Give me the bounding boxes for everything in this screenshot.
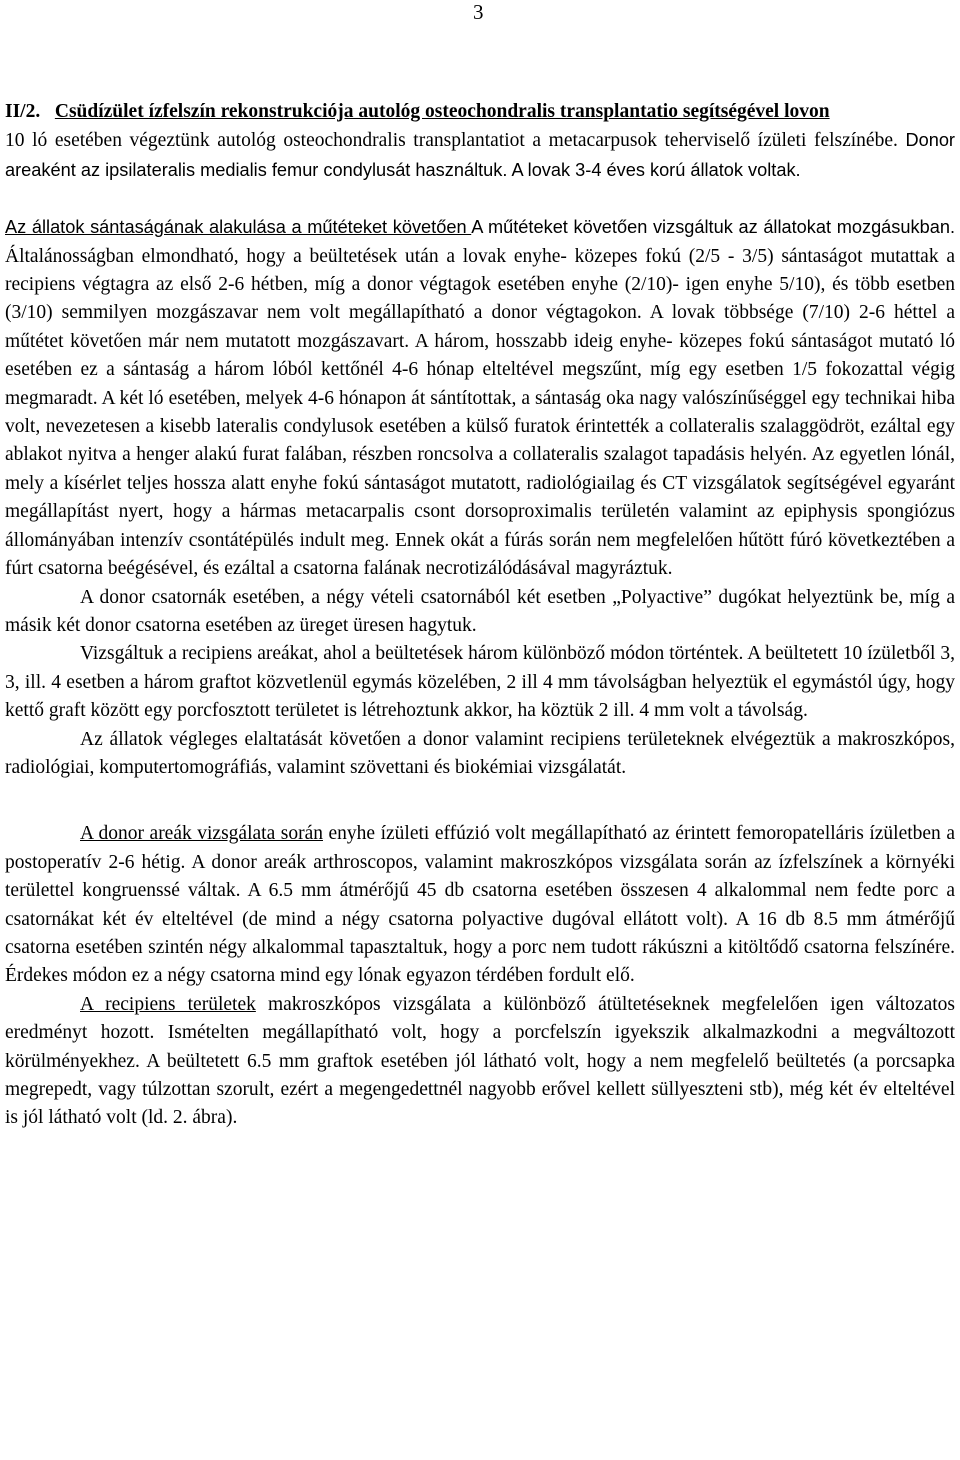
recipient-areas-paragraph <box>5 991 955 1133</box>
document-body <box>5 98 955 1133</box>
intro-paragraph <box>5 126 955 185</box>
intro-text-serif: 10 ló esetében végeztünk autológ osteochondralis transplantatiot a metacarpusok teherviselő ízületi felszínébe. <box>5 130 906 152</box>
section-title: Csüdízület ízfelszín rekonstrukciója autológ osteochondralis transplantatio segítségével lovon <box>54 101 830 122</box>
lameness-text-sans: A műtéteket követően vizsgáltuk az állatokat mozgásukban. <box>471 217 955 238</box>
recipient-areas-title: A recipiens területek <box>80 993 256 1015</box>
section-number: II/2. <box>5 101 41 122</box>
section-heading <box>5 98 955 126</box>
lameness-title: Az állatok sántaságának alakulása a műtéteket követően <box>5 217 472 238</box>
donor-areas-title: A donor areák vizsgálata során <box>80 823 323 845</box>
donor-channels-paragraph: A donor csatornák esetében, a négy vételi csatornából két esetben „Polyactive” dugókat helyeztünk be, míg a másik két donor csatorna esetében az üreget üresen hagytuk. <box>5 586 955 636</box>
recipient-areas-text: makroszkópos vizsgálata a különböző átültetéseknek megfelelően igen változatos eredményt hozott. Ismételten megállapítható volt, hogy a porcfelszín igyekszik alkalmazkodni a megváltozott körülményekhez. A beültetett 6.5 mm graftok esetében jól látható volt, hogy a nem megfelelő beültetés (a porcsapka megrepedt, vagy túlzottan szorult, ezért a megengedettnél nagyobb erővel kellett süllyeszteni stb), még két év elteltével is jól látható volt (ld. 2. ábra). <box>5 993 955 1129</box>
spacer <box>5 185 955 213</box>
spacer <box>5 782 955 820</box>
euthanasia-paragraph: Az állatok végleges elaltatását követően a donor valamint recipiens területeknek elvégeztük a makroszkópos, radiológiai, komputertomográfiás, valamint szövettani és biokémiai vizsgálatát. <box>5 728 955 778</box>
donor-areas-paragraph <box>5 820 955 990</box>
donor-areas-text: enyhe ízületi effúzió volt megállapítható az érintett femoropatelláris ízületben a postoperatív 2-6 hétig. A donor areák arthroscopos, valamint makroszkópos vizsgálata során az ízfelszínek a környéki területtel kongruenssé váltak. A 6.5 mm átmérőjű 45 db csatorna esetében összesen 4 alkalommal nem fedte porc a csatornákat két év elteltével (de mind a négy csatorna polyactive dugóval ellátott volt). A 16 db 8.5 mm átmérőjű csatorna esetében szintén négy alkalommal tapasztaltuk, hogy a porc nem tudott rákúszni a kitöltődő csatorna felszínére. Érdekes módon ez a négy csatorna mind egy lónak egyazon térdében fordult elő. <box>5 823 955 987</box>
page-number: 3 <box>473 0 484 24</box>
lameness-text-serif: Általánosságban elmondható, hogy a beültetések után a lovak enyhe- közepes fokú (2/5 - 3/5) sántaságot mutattak a recipiens végtagra az első 2-6 hétben, míg a donor végtagok esetében enyhe (2/10)- igen enyhe 5/10), és több esetben (3/10) semmilyen mozgászavar nem volt megállapítható a donor végtagokon. A lovak többsége (7/10) 2-6 héttel a műtétet követően már nem mutatott mozgászavart. A három, hosszabb ideig enyhe- közepes fokú sántaságot mutató ló esetében ez a sántaság a három lóból kettőnél 4-6 hónap elteltével megszűnt, míg egy esetben 1/5 fokozattal végig megmaradt. A két ló esetében, melyek 4-6 hónapon át sántítottak, a sántaság oka nagy valószínűséggel egy technikai hiba volt, nevezetesen a kisebb lateralis condylusok esetében a külső furatok érintették a collateralis szalaggödröt, ezáltal egy ablakot nyitva a henger alakú furat falában, részben roncsolva a collateralis szalagot tapadásis helyén. Az egyetlen lónál, mely a kísérlet teljes hossza alatt enyhe fokú sántaságot mutatott, radiológiailag és CT vizsgálatok segítségével egyaránt megállapítást nyert, hogy a hármas metacarpalis csont dorsoproximalis területén valamint az epiphysis spongiózus állományában intenzív csontátépülés indult meg. Ennek okát a fúrás során nem megfelelően hűtött fúró következtében a fúrt csatorna beégésével, és ezáltal a csatorna falának necrotizálódásával magyráztuk. <box>5 245 955 580</box>
recipient-areas-method-paragraph: Vizsgáltuk a recipiens areákat, ahol a beültetések három különböző módon történtek. A beültetett 10 ízületből 3, 3, ill. 4 esetben a három graftot közvetlenül egymás közelében, 2 ill 4 mm távolságban helyeztük el egymástól úgy, hogy kettő graft között egy porcfosztott területet is létrehoztunk akkor, ha köztük 2 ill. 4 mm volt a távolság. <box>5 643 955 722</box>
lameness-paragraph <box>5 213 955 583</box>
intro-text-sans: Donor areaként az ipsilateralis medialis femur condylusát használtuk. A lovak 3-4 éves korú állatok voltak. <box>5 130 955 180</box>
